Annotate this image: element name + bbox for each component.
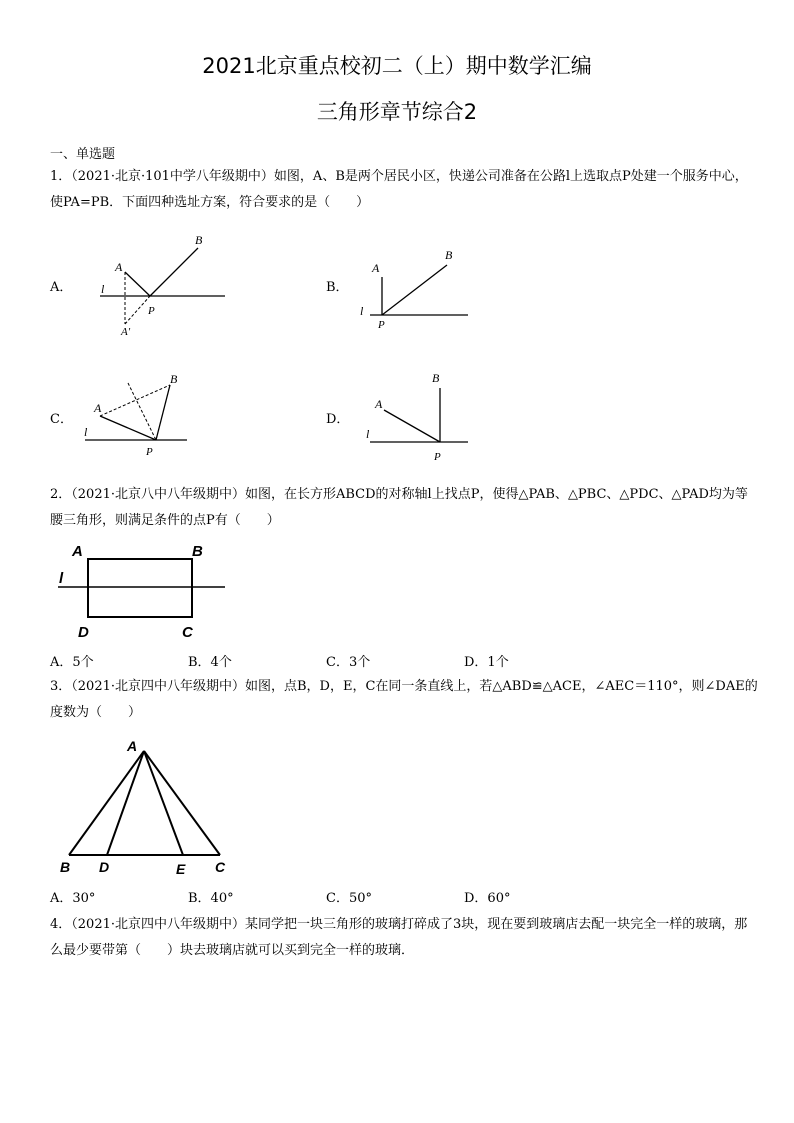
q1-figure-a xyxy=(95,228,235,343)
question-1-text: 1．（2021·北京·101中学八年级期中）如图，A、B是两个居民小区，快递公司准备在公路l上选取点P处建一个服务中心，使PA=PB．下面四种选址方案，符合要求的是（ ） xyxy=(50,169,748,210)
question-2-text: 2．（2021·北京八中八年级期中）如图，在长方形ABCD的对称轴l上找点P，使得△PAB、△PBC、△PDC、△PAD均为等腰三角形，则满足条件的点P有（ ） xyxy=(50,487,748,528)
q1-option-d-label: D． xyxy=(326,412,350,427)
q3-option-c: C．50° xyxy=(326,891,372,906)
q2-label-b: B xyxy=(192,543,203,560)
q1a-label-l: l xyxy=(101,282,105,296)
q1d-label-l: l xyxy=(366,427,370,441)
q1c-label-b: B xyxy=(170,372,178,386)
q1-option-c-label: C． xyxy=(50,412,73,427)
question-3-text: 3．（2021·北京四中八年级期中）如图，点B，D，E，C在同一条直线上，若△ABD≌△ACE，∠AEC＝110°，则∠DAE的度数为（ ） xyxy=(50,679,758,720)
q3-label-b: B xyxy=(60,859,71,875)
q2-label-l: l xyxy=(59,570,64,587)
q3-label-d: D xyxy=(99,859,110,875)
q1b-label-l: l xyxy=(360,304,364,318)
q1-figure-c xyxy=(80,368,195,463)
q3-label-c: C xyxy=(215,859,226,875)
q2-option-a: A．5个 xyxy=(50,655,94,670)
q1b-label-b: B xyxy=(445,248,453,262)
q3-figure xyxy=(55,735,235,880)
q1-figure-d xyxy=(360,368,475,468)
section-heading: 一、单选题 xyxy=(50,147,116,162)
q1a-label-a-prime: A′ xyxy=(121,326,131,338)
q3-option-b: B．40° xyxy=(188,891,234,906)
q3-option-d: D．60° xyxy=(464,891,511,906)
q2-label-a: A xyxy=(72,543,83,560)
q1-figure-b xyxy=(355,245,475,335)
q1d-label-p: P xyxy=(434,451,441,463)
q2-option-c: C．3个 xyxy=(326,655,371,670)
question-4-text: 4．（2021·北京四中八年级期中）某同学把一块三角形的玻璃打碎成了3块，现在要到玻璃店去配一块完全一样的玻璃，那么最少要带第（ ）块去玻璃店就可以买到完全一样的玻璃． xyxy=(50,917,748,958)
q1c-label-a: A xyxy=(94,401,102,415)
q1a-label-b: B xyxy=(195,233,203,247)
page-subtitle: 三角形章节综合2 xyxy=(316,100,478,124)
q2-option-d: D．1个 xyxy=(464,655,509,670)
q1d-label-b: B xyxy=(432,371,440,385)
q2-label-c: C xyxy=(182,624,193,641)
q2-option-b: B．4个 xyxy=(188,655,232,670)
q3-option-a: A．30° xyxy=(50,891,96,906)
q1a-label-p: P xyxy=(148,305,155,317)
q3-label-a: A xyxy=(127,738,138,754)
q1b-label-p: P xyxy=(378,319,385,331)
q1d-label-a: A xyxy=(375,397,383,411)
q2-label-d: D xyxy=(78,624,89,641)
q1c-label-p: P xyxy=(146,446,153,458)
q1a-label-a: A xyxy=(115,260,123,274)
q1b-label-a: A xyxy=(372,261,380,275)
page-title: 2021北京重点校初二（上）期中数学汇编 xyxy=(202,54,592,78)
q2-figure xyxy=(50,540,235,645)
q3-label-e: E xyxy=(176,861,186,877)
q1c-label-l: l xyxy=(84,425,88,439)
q1-option-a-label: A． xyxy=(50,280,73,295)
q1-option-b-label: B． xyxy=(326,280,349,295)
